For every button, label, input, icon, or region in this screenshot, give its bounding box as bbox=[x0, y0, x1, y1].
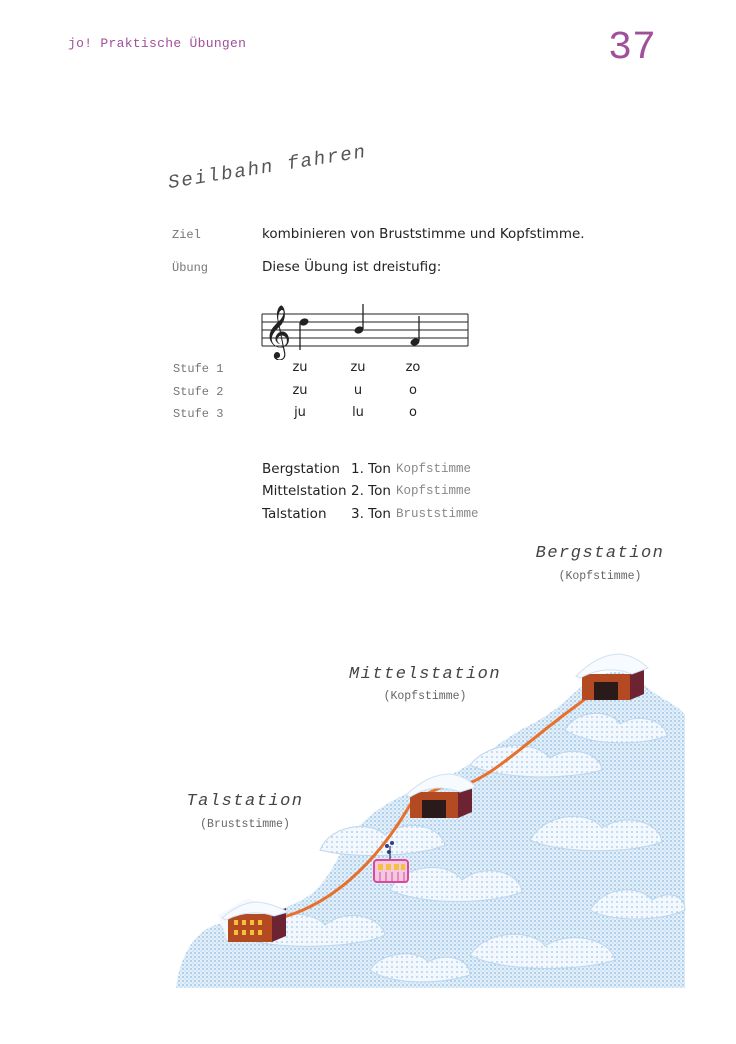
station-row-2-ton: 2. Ton bbox=[351, 483, 391, 499]
exercise-title: Seilbahn fahren bbox=[166, 140, 369, 194]
stage-2-syllable-2: u bbox=[353, 383, 363, 398]
stage-3-syllable-3: o bbox=[409, 405, 417, 420]
mittel-house bbox=[406, 774, 476, 818]
tal-voice: (Bruststimme) bbox=[200, 818, 290, 831]
note-3 bbox=[410, 316, 421, 347]
note-2 bbox=[354, 304, 365, 335]
tal-label: Talstation bbox=[186, 792, 304, 811]
station-row-1-voice: Kopfstimme bbox=[396, 462, 472, 476]
station-row-2-voice: Kopfstimme bbox=[396, 484, 472, 498]
station-row-3-name: Talstation bbox=[262, 506, 327, 522]
uebung-text: Diese Übung ist dreistufig: bbox=[262, 259, 442, 275]
stage-3-syllable-2: lu bbox=[352, 405, 364, 420]
station-row-3-ton: 3. Ton bbox=[351, 506, 391, 522]
stage-3-syllable-1: ju bbox=[294, 405, 306, 420]
treble-clef-icon bbox=[264, 304, 291, 360]
ziel-label: Ziel bbox=[172, 228, 201, 242]
stage-2-syllable-1: zu bbox=[292, 383, 308, 398]
station-row-1-name: Bergstation bbox=[262, 461, 340, 477]
music-staff bbox=[258, 298, 472, 360]
svg-text:𝄞: 𝄞 bbox=[264, 304, 292, 358]
stage-2-syllable-3: o bbox=[409, 383, 417, 398]
berg-voice: (Kopfstimme) bbox=[558, 570, 642, 583]
berg-label: Bergstation bbox=[535, 544, 665, 563]
note-1 bbox=[299, 317, 310, 350]
mittel-voice: (Kopfstimme) bbox=[383, 690, 467, 703]
stage-3-label: Stufe 3 bbox=[173, 407, 224, 421]
running-header: jo! Praktische Übungen bbox=[68, 36, 247, 51]
page-number: 37 bbox=[608, 26, 657, 71]
station-row-2-name: Mittelstation bbox=[262, 483, 347, 499]
tal-house bbox=[218, 898, 288, 942]
snow-mound-8 bbox=[370, 954, 470, 982]
station-row-3-voice: Bruststimme bbox=[396, 507, 479, 521]
stage-1-syllable-1: zu bbox=[292, 360, 308, 375]
stage-1-syllable-3: zo bbox=[405, 360, 421, 375]
stage-2-label: Stufe 2 bbox=[173, 385, 224, 399]
berg-house bbox=[576, 654, 648, 700]
ziel-text: kombinieren von Bruststimme und Kopfstimme. bbox=[262, 226, 585, 242]
mittel-label: Mittelstation bbox=[348, 665, 502, 684]
stage-1-label: Stufe 1 bbox=[173, 362, 224, 376]
uebung-label: Übung bbox=[172, 261, 209, 275]
stage-1-syllable-2: zu bbox=[350, 360, 366, 375]
station-row-1-ton: 1. Ton bbox=[351, 461, 391, 477]
